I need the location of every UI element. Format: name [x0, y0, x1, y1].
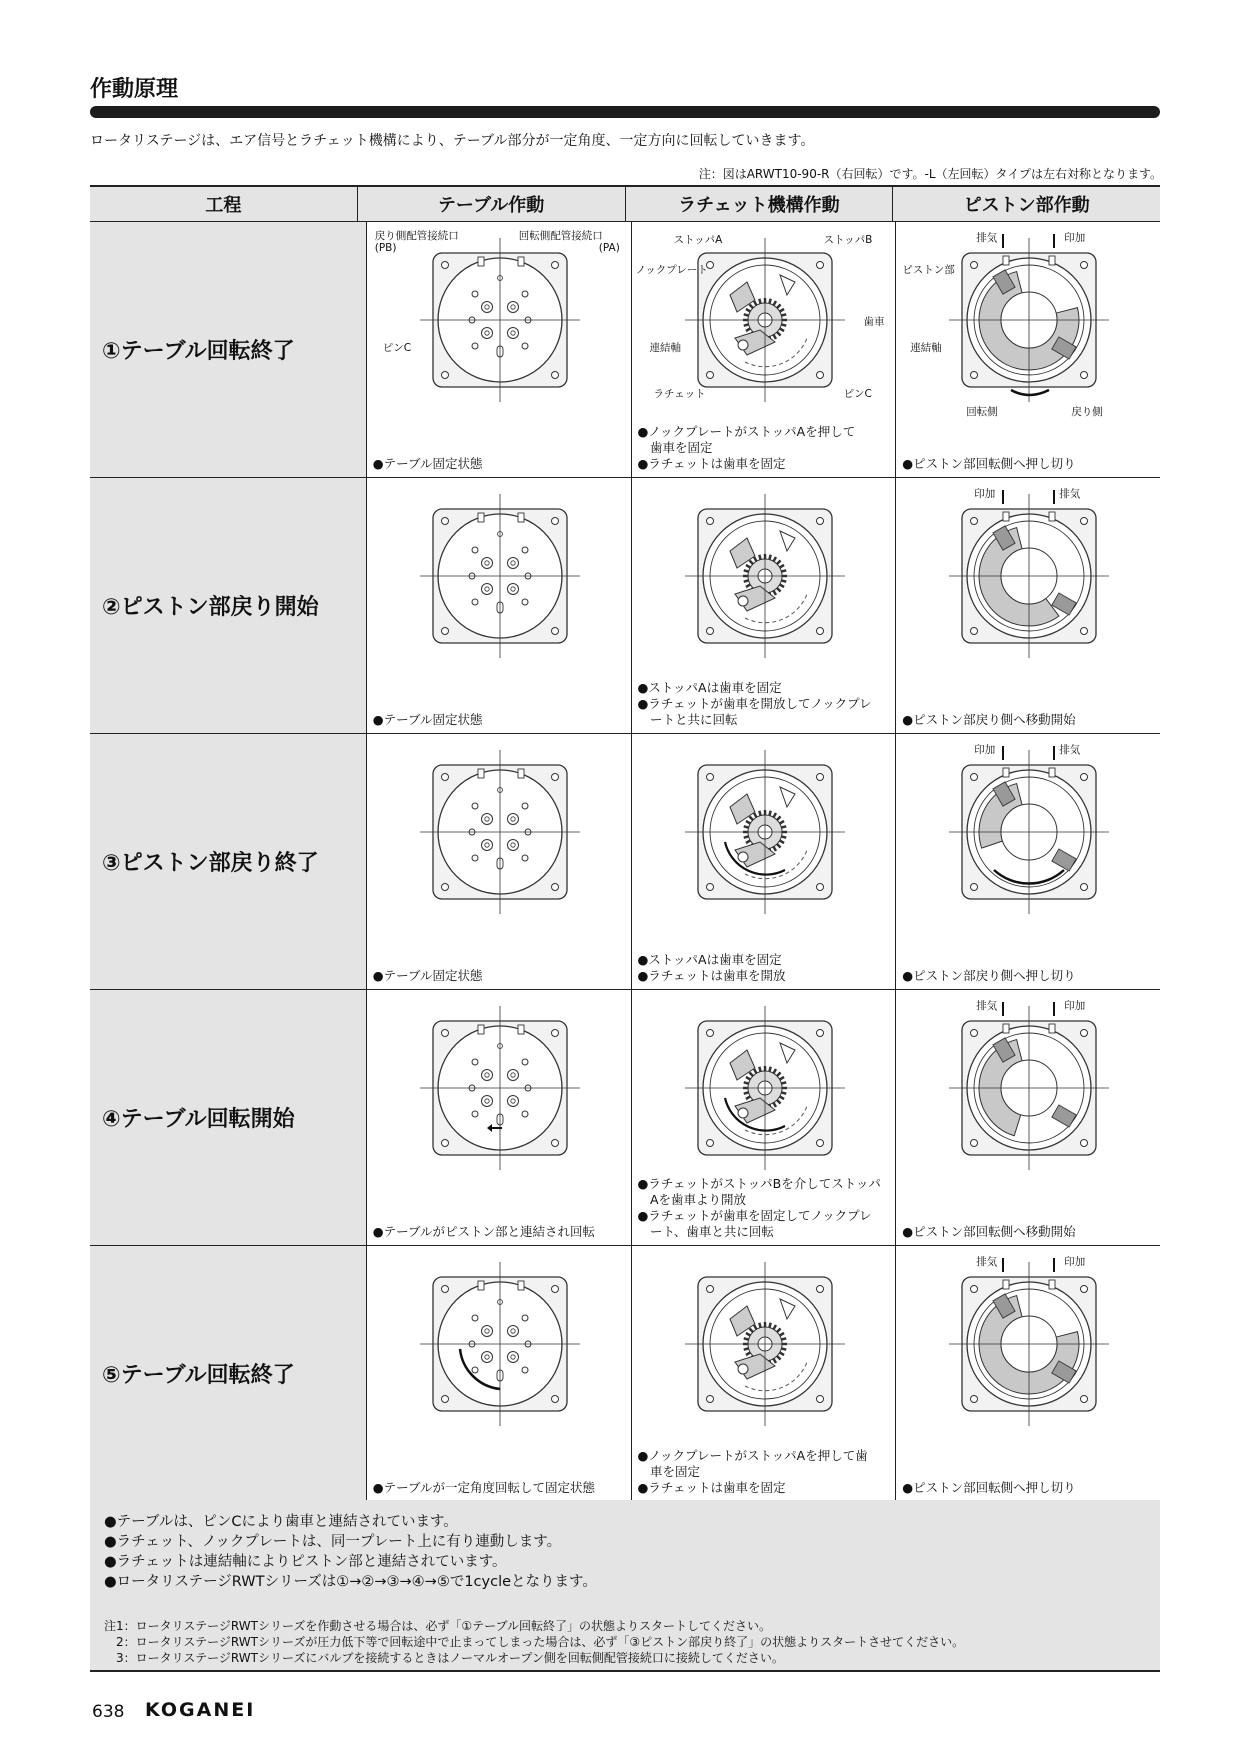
- ratchet-caption-line: 歯車を固定: [637, 440, 713, 455]
- piston-caption: ●ピストン部回転側へ押し切り: [902, 1480, 1076, 1495]
- table-diagram: [367, 478, 633, 678]
- gear-label: 歯車: [863, 316, 885, 328]
- table-caption: ●テーブルが一定角度回転して固定状態: [372, 1480, 596, 1495]
- exhaust-label: 排気: [976, 232, 998, 244]
- piston-action-cell: [895, 734, 1160, 989]
- exhaust-label: 排気: [1059, 488, 1081, 500]
- ratchet-caption-line: ●ラチェットは歯車を開放: [637, 968, 786, 983]
- step-name: ①テーブル回転終了: [90, 222, 366, 477]
- stopper-b-label: ストッパB: [823, 234, 873, 246]
- piston-diagram: [896, 478, 1162, 678]
- piston-caption: ●ピストン部戻り側へ押し切り: [902, 968, 1076, 983]
- footer-point: ●ロータリステージRWTシリーズは①→②→③→④→⑤で1cycleとなります。: [104, 1574, 597, 1590]
- table-caption: ●テーブル固定状態: [372, 456, 483, 471]
- caution-note: 2：ロータリステージRWTシリーズが圧力低下等で回転途中で止まってしまった場合は、必ず「③ピストン部戻り終了」の状態よりスタートさせてください。: [104, 1635, 965, 1649]
- step-name: ④テーブル回転開始: [90, 990, 366, 1245]
- step-row: [90, 1246, 1160, 1501]
- piston-diagram: [896, 222, 1162, 422]
- ratchet-caption-line: ートと共に回転: [637, 712, 738, 727]
- table-caption: ●テーブル固定状態: [372, 712, 483, 727]
- ratchet-diagram: [632, 990, 898, 1190]
- footer-point: ●ラチェット、ノックプレートは、同一プレート上に有り連動します。: [104, 1534, 562, 1550]
- header-step: 工程: [205, 195, 242, 216]
- piston-action-cell: [895, 222, 1160, 477]
- table-action-cell: [366, 478, 631, 733]
- return-port-code-label: (PB): [374, 242, 397, 254]
- piston-diagram: [896, 990, 1162, 1190]
- page-number: 638: [92, 1702, 125, 1722]
- pin-c-label: ピンC: [382, 342, 412, 354]
- header-ratchet-action: ラチェット機構作動: [625, 187, 893, 221]
- table-diagram: [367, 734, 633, 934]
- piston-caption: ●ピストン部戻り側へ移動開始: [902, 712, 1076, 727]
- rotate-port-label: 回転側配管接続口: [518, 230, 603, 242]
- footer-point: ●ラチェットは連結軸によりピストン部と連結されています。: [104, 1554, 507, 1570]
- ratchet-diagram: [632, 1246, 898, 1446]
- table-diagram: [367, 222, 633, 422]
- ratchet-diagram: [632, 478, 898, 678]
- exhaust-label: 排気: [1059, 744, 1081, 756]
- step-name: ②ピストン部戻り開始: [90, 478, 366, 733]
- apply-label: 印加: [974, 744, 996, 756]
- ratchet-action-cell: [631, 478, 896, 733]
- ratchet-action-cell: [631, 990, 896, 1245]
- piston-diagram: [896, 1246, 1162, 1446]
- return-port-label: 戻り側配管接続口: [374, 230, 459, 242]
- ratchet-caption: [638, 680, 872, 728]
- exhaust-label: 排気: [976, 1256, 998, 1268]
- step-row: [90, 478, 1160, 734]
- step-row: [90, 990, 1160, 1246]
- caution-note: 3：ロータリステージRWTシリーズにバルブを接続するときはノーマルオープン側を回転側配管接続口に接続してください。: [104, 1651, 784, 1665]
- table-action-cell: [366, 734, 631, 989]
- connecting-shaft-label: 連結軸: [910, 342, 942, 354]
- page-title: 作動原理: [90, 77, 179, 102]
- ratchet-caption: [638, 1176, 881, 1240]
- table-action-cell: [366, 1246, 631, 1501]
- caution-note: 注1：ロータリステージRWTシリーズを作動させる場合は、必ず「①テーブル回転終了」の状態よりスタートしてください。: [104, 1619, 772, 1633]
- table-caption: ●テーブル固定状態: [372, 968, 483, 983]
- ratchet-caption-line: ●ラチェットは歯車を固定: [637, 456, 786, 471]
- header-table-action: テーブル作動: [357, 187, 625, 221]
- table-caption: ●テーブルがピストン部と連結され回転: [372, 1224, 596, 1239]
- connecting-shaft-label: 連結軸: [649, 342, 681, 354]
- header-piston-action: ピストン部作動: [892, 187, 1160, 221]
- ratchet-caption: [638, 424, 856, 472]
- piston-caption: ●ピストン部回転側へ押し切り: [902, 456, 1076, 471]
- table-diagram: [367, 990, 633, 1190]
- apply-label: 印加: [1064, 232, 1086, 244]
- apply-label: 印加: [974, 488, 996, 500]
- pin-c-label: ピンC: [843, 388, 872, 400]
- header-row: [90, 187, 1160, 222]
- step-rows: [90, 222, 1160, 1501]
- rotate-port-code-label: (PA): [598, 242, 620, 254]
- ratchet-caption: [638, 952, 786, 984]
- knock-plate-label: ノックプレート: [635, 264, 708, 276]
- ratchet-action-cell: [631, 734, 896, 989]
- piston-action-cell: [895, 990, 1160, 1245]
- apply-label: 印加: [1064, 1000, 1086, 1012]
- ratchet-caption-line: ●ラチェットが歯車を開放してノックプレ: [637, 696, 872, 711]
- operation-table: [90, 185, 1160, 1503]
- diagram-note: 注：図はARWT10-90-R（右回転）です。-L（左回転）タイプは左右対称となります。: [698, 167, 1162, 181]
- ratchet-caption-line: ●ストッパAは歯車を固定: [637, 952, 782, 967]
- step-name: ⑤テーブル回転終了: [90, 1246, 366, 1501]
- stopper-a-label: ストッパA: [673, 234, 723, 246]
- table-action-cell: [366, 990, 631, 1245]
- step-row: [90, 222, 1160, 478]
- ratchet-caption-line: ●ノックプレートがストッパAを押して: [637, 424, 856, 439]
- table-diagram: [367, 1246, 633, 1446]
- piston-diagram: [896, 734, 1162, 934]
- ratchet-caption-line: ●ラチェットは歯車を固定: [637, 1480, 786, 1495]
- step-name: ③ピストン部戻り終了: [90, 734, 366, 989]
- ratchet-caption: [638, 1448, 868, 1496]
- apply-label: 印加: [1064, 1256, 1086, 1268]
- piston-action-cell: [895, 478, 1160, 733]
- footer-notes-box: [90, 1500, 1160, 1672]
- ratchet-caption-line: ート、歯車と共に回転: [637, 1224, 774, 1239]
- ratchet-action-cell: [631, 1246, 896, 1501]
- brand-logo: KOGANEI: [145, 1699, 256, 1721]
- rotate-side-label: 回転側: [966, 406, 998, 418]
- title-underline-bar: [90, 106, 1160, 118]
- footer-points: [104, 1512, 597, 1592]
- ratchet-caption-line: ●ラチェットが歯車を固定してノックプレ: [637, 1208, 872, 1223]
- footer-point: ●テーブルは、ピンCにより歯車と連結されています。: [104, 1514, 458, 1530]
- intro-text: ロータリステージは、エア信号とラチェット機構により、テーブル部分が一定角度、一定方向に回転していきます。: [90, 133, 815, 149]
- ratchet-diagram: [632, 734, 898, 934]
- step-row: [90, 734, 1160, 990]
- table-action-cell: [366, 222, 631, 477]
- piston-label: ピストン部: [902, 264, 955, 276]
- footer-caution-notes: [104, 1618, 964, 1666]
- return-side-label: 戻り側: [1071, 406, 1103, 418]
- exhaust-label: 排気: [976, 1000, 998, 1012]
- ratchet-action-cell: [631, 222, 896, 477]
- piston-action-cell: [895, 1246, 1160, 1501]
- ratchet-caption-line: ●ノックプレートがストッパAを押して歯: [637, 1448, 868, 1463]
- ratchet-caption-line: ●ストッパAは歯車を固定: [637, 680, 782, 695]
- ratchet-caption-line: 車を固定: [637, 1464, 701, 1479]
- ratchet-caption-line: ●ラチェットがストッパBを介してストッパ: [637, 1176, 881, 1191]
- piston-caption: ●ピストン部回転側へ移動開始: [902, 1224, 1076, 1239]
- ratchet-caption-line: Aを歯車より開放: [637, 1192, 747, 1207]
- ratchet-label: ラチェット: [653, 388, 706, 400]
